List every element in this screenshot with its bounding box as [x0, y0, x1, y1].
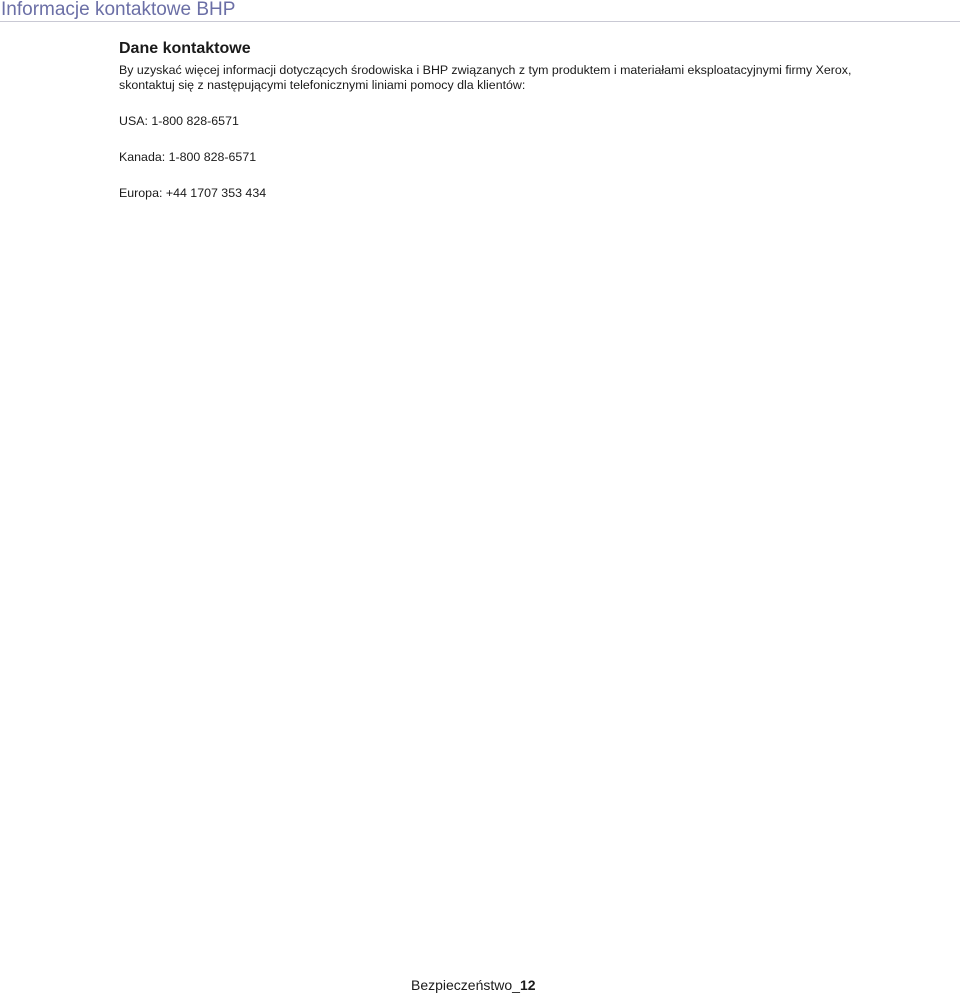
intro-line: skontaktuj się z następującymi telefonicznymi liniami pomocy dla klientów: — [119, 78, 526, 92]
intro-line: By uzyskać więcej informacji dotyczących środowiska i BHP związanych z tym produktem i materiałami eksploatacyjnymi firmy Xerox, — [119, 63, 852, 77]
contact-usa: USA: 1-800 828-6571 — [119, 114, 239, 128]
page-number: 12 — [519, 977, 536, 993]
contact-europe: Europa: +44 1707 353 434 — [119, 186, 267, 200]
title-divider — [0, 21, 960, 22]
page-footer — [411, 976, 536, 994]
page-title: Informacje kontaktowe BHP — [1, 0, 236, 20]
intro-paragraph — [119, 63, 919, 93]
section-heading: Dane kontaktowe — [119, 40, 251, 57]
footer-section-label: Bezpieczeństwo_ — [411, 977, 520, 993]
contact-canada: Kanada: 1-800 828-6571 — [119, 150, 257, 164]
